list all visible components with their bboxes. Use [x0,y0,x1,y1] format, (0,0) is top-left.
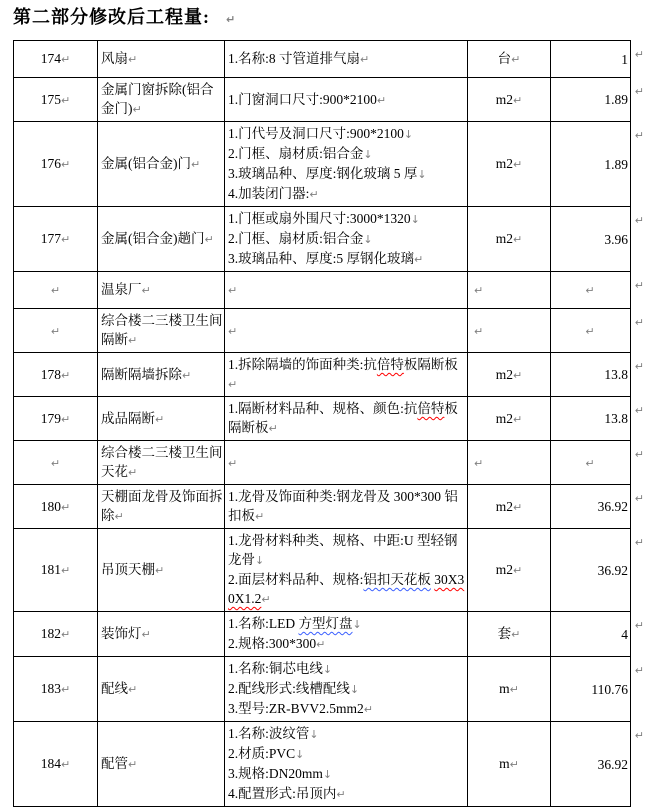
cell-end-mark: ↵ [414,253,424,266]
desc-text: 1.龙骨材料种类、规格、中距:U 型轻钢龙骨 [228,533,458,567]
item-qty-cell[interactable] [551,657,644,722]
item-no: 182 [40,626,62,641]
desc-text: 1.名称:波纹管 [228,726,310,741]
item-unit: 套 [497,626,512,641]
line-break-mark: ↓ [322,663,333,676]
cell-end-mark: ↵ [376,93,387,107]
item-unit-cell[interactable] [468,122,551,207]
item-name: 金属(铝合金)趟门 [101,231,205,246]
item-qty: 110.76 [591,681,628,697]
item-no-cell[interactable] [14,441,98,485]
item-desc-cell[interactable] [225,207,468,272]
item-no-cell[interactable] [14,309,98,353]
item-desc-cell[interactable] [225,41,468,78]
cell-end-mark: ↵ [114,510,124,523]
table-row [14,122,631,207]
cell-end-mark: ↵ [61,758,71,771]
item-no: 183 [40,681,62,696]
table-row [14,657,631,722]
cell-end-mark: ↵ [61,53,71,66]
line-break-mark: ↓ [349,683,360,696]
cell-end-mark: ↵ [585,456,595,470]
cell-end-mark: ↵ [513,564,523,577]
desc-line [228,249,466,269]
item-desc-cell[interactable] [225,122,468,207]
row-end-mark: ↵ [634,129,644,142]
item-qty-cell[interactable] [551,397,644,441]
item-no: 175 [40,91,62,107]
item-unit: m2 [495,231,514,246]
item-no-cell[interactable] [14,207,98,272]
item-desc-cell[interactable] [225,272,468,309]
item-name: 隔断隔墙拆除 [101,366,182,382]
item-desc-cell[interactable] [225,353,468,397]
cell-end-mark: ↵ [228,284,238,297]
item-unit-cell[interactable] [468,272,551,309]
cell-end-mark: ↵ [511,628,521,641]
item-name-cell[interactable] [98,353,225,397]
desc-line [228,49,466,69]
item-qty-cell[interactable] [551,122,644,207]
desc-line [228,531,466,570]
desc-text: 1.龙骨及饰面种类:钢龙骨及 300*300 铝扣板 [228,489,458,523]
table-row [14,529,631,612]
desc-line [228,184,466,204]
item-no-cell[interactable] [14,485,98,529]
cell-end-mark: ↵ [509,683,519,696]
cell-end-mark: ↵ [513,158,523,171]
item-desc-cell[interactable] [225,441,468,485]
cell-end-mark: ↵ [474,324,484,338]
item-unit: m [499,681,510,696]
item-no: 179 [40,410,62,426]
cell-end-mark: ↵ [363,703,373,716]
item-name: 吊顶天棚 [101,562,155,577]
item-qty-cell[interactable] [551,272,644,309]
item-name: 金属门窗拆除(铝合金门) [101,82,214,116]
item-name-cell[interactable] [98,529,225,612]
cell-end-mark: ↵ [255,510,265,523]
line-break-mark: ↓ [322,768,333,781]
item-name-cell[interactable] [98,612,225,657]
item-unit: m2 [495,366,514,382]
desc-text: 1.名称:LED [228,616,299,631]
item-unit-cell[interactable] [468,78,551,122]
cell-end-mark: ↵ [128,466,138,479]
line-break-mark: ↓ [352,618,362,631]
line-break-mark: ↓ [403,128,414,141]
row-end-mark: ↵ [634,729,644,742]
table-row [14,353,631,397]
item-desc-cell[interactable] [225,657,468,722]
item-name: 综合楼二三楼卫生间天花 [101,445,223,479]
cell-end-mark: ↵ [474,456,484,470]
cell-end-mark: ↵ [191,158,201,171]
cell-end-mark: ↵ [316,638,326,651]
line-break-mark: ↓ [309,728,319,741]
item-qty-cell[interactable] [551,529,644,612]
cell-end-mark: ↵ [141,284,151,297]
page-title-text: 第二部分修改后工程量: [13,7,210,27]
desc-text: 1.门框或扇外围尺寸:3000*1320 [228,211,411,226]
item-name: 金属(铝合金)门 [101,156,191,171]
item-unit-cell[interactable] [468,612,551,657]
cell-end-mark: ↵ [513,233,523,246]
desc-text: 倍特 [376,357,404,372]
row-end-mark: ↵ [634,664,644,677]
item-qty: 13.8 [604,367,628,382]
item-name: 装饰灯 [101,626,142,641]
item-name: 成品隔断 [101,410,155,426]
desc-line [228,399,466,438]
table-row [14,207,631,272]
item-name-cell[interactable] [98,397,225,441]
item-qty: 36.92 [597,756,628,772]
item-no-cell[interactable] [14,657,98,722]
cell-end-mark: ↵ [128,758,138,771]
desc-line [228,764,466,784]
cell-end-mark: ↵ [513,500,523,514]
cell-end-mark: ↵ [132,103,142,116]
desc-text: 1.门代号及洞口尺寸:900*2100 [228,126,404,141]
cell-end-mark: ↵ [182,368,192,382]
item-name-cell[interactable] [98,78,225,122]
cell-end-mark: ↵ [155,412,165,426]
desc-text: 1.名称:8 寸管道排气扇 [228,51,361,66]
item-name: 温泉厂 [101,282,142,297]
desc-text: 3.玻璃品种、厚度:钢化玻璃 5 厚 [228,166,418,181]
item-no-cell[interactable] [14,612,98,657]
table-row [14,441,631,485]
cell-end-mark: ↵ [61,683,71,696]
desc-line [228,487,466,526]
cell-end-mark: ↵ [204,233,214,246]
line-break-mark: ↓ [295,748,305,761]
desc-text: 2.材质:PVC [228,746,296,761]
desc-text: 2.面层材料品种、规格: [228,572,364,587]
row-end-mark: ↵ [634,85,644,98]
cell-end-mark: ↵ [360,53,370,66]
desc-line [228,164,466,184]
item-qty-cell[interactable] [551,612,644,657]
cell-end-mark: ↵ [513,412,523,426]
item-name-cell[interactable] [98,207,225,272]
cell-end-mark: ↵ [61,233,71,246]
item-no-cell[interactable] [14,397,98,441]
item-unit: m2 [495,410,514,426]
item-unit: m [499,756,510,771]
cell-end-mark: ↵ [513,368,523,382]
desc-text: 2.门框、扇材质:铝合金 [228,231,364,246]
desc-line [228,90,466,110]
desc-text: 板隔断板 [403,357,458,372]
item-qty-cell[interactable] [551,78,644,122]
item-qty: 1 [621,51,628,67]
item-name-cell[interactable] [98,122,225,207]
desc-text: 3.玻璃品种、厚度:5 厚钢化玻璃 [228,251,415,266]
line-break-mark: ↓ [417,168,427,181]
item-qty-cell[interactable] [551,485,644,529]
cell-end-mark: ↵ [509,758,519,771]
item-desc-cell[interactable] [225,612,468,657]
row-end-mark: ↵ [634,492,644,505]
cell-end-mark: ↵ [61,564,71,577]
item-unit-cell[interactable] [468,441,551,485]
desc-line [228,570,466,609]
item-desc-cell[interactable] [225,78,468,122]
desc-text: 1.拆除隔墙的饰面种类:抗 [228,357,377,372]
desc-line [228,679,466,699]
desc-text: 1.名称:铜芯电线 [228,661,323,676]
table-row [14,612,631,657]
cell-end-mark: ↵ [228,456,238,470]
desc-text: 铝扣天花板 [363,572,431,587]
cell-end-mark: ↵ [128,683,138,696]
item-qty: 4 [621,626,628,642]
table-row [14,78,631,122]
desc-line [228,209,466,229]
cell-end-mark: ↵ [128,334,138,347]
item-unit: 台 [497,51,512,66]
item-unit-cell[interactable] [468,353,551,397]
item-unit-cell[interactable] [468,309,551,353]
item-no-cell[interactable] [14,272,98,309]
item-qty-cell[interactable] [551,41,644,78]
item-qty-cell[interactable] [551,309,644,353]
row-end-mark: ↵ [634,279,644,292]
item-no: 184 [40,756,62,771]
item-unit: m2 [495,91,514,107]
line-break-mark: ↓ [410,213,420,226]
item-qty: 13.8 [604,411,628,426]
desc-line [228,724,466,744]
item-qty: 36.92 [597,562,628,578]
desc-line [228,784,466,804]
cell-end-mark: ↵ [61,368,71,382]
desc-line [228,634,466,654]
cell-end-mark: ↵ [50,324,61,338]
item-no: 176 [40,156,62,171]
cell-end-mark: ↵ [336,788,346,801]
cell-end-mark: ↵ [50,456,61,470]
cell-end-mark: ↵ [513,93,523,107]
table-row [14,485,631,529]
cell-end-mark: ↵ [155,564,165,577]
item-unit: m2 [495,562,514,577]
cell-end-mark: ↵ [61,500,71,514]
row-end-mark: ↵ [634,404,644,417]
desc-text: 板隔断板 [228,401,458,435]
item-unit-cell[interactable] [468,657,551,722]
item-unit-cell[interactable] [468,485,551,529]
desc-text: 4.配置形式:吊顶内 [228,786,337,801]
item-name: 配管 [101,756,128,771]
row-end-mark: ↵ [634,316,644,329]
desc-line [228,699,466,719]
paragraph-mark: ↵ [226,13,237,26]
desc-text: 3.规格:DN20mm [228,766,323,781]
item-name-cell[interactable] [98,657,225,722]
desc-line [228,144,466,164]
item-qty-cell[interactable] [551,353,644,397]
item-name-cell[interactable] [98,41,225,78]
item-name: 配线 [101,681,128,696]
table-row [14,272,631,309]
cell-end-mark: ↵ [228,324,238,338]
desc-text: 倍特 [417,401,445,416]
item-name-cell[interactable] [98,441,225,485]
item-no-cell[interactable] [14,78,98,122]
cell-end-mark: ↵ [511,53,521,66]
item-name-cell[interactable] [98,485,225,529]
cell-end-mark: ↵ [61,412,71,426]
item-no-cell[interactable] [14,529,98,612]
item-no: 180 [40,498,62,514]
item-no: 177 [40,231,62,246]
item-unit-cell[interactable] [468,207,551,272]
cell-end-mark: ↵ [268,422,278,435]
item-name: 风扇 [101,51,128,66]
item-unit-cell[interactable] [468,41,551,78]
desc-line [228,614,466,634]
item-qty-cell[interactable] [551,207,644,272]
desc-text: 3.型号:ZR-BVV2.5mm2 [228,701,364,716]
item-unit: m2 [495,156,514,171]
desc-text: 1.隔断材料品种、规格、颜色:抗 [228,401,418,416]
item-unit: m2 [495,498,514,514]
desc-line [228,659,466,679]
item-desc-cell[interactable] [225,485,468,529]
cell-end-mark: ↵ [228,378,238,391]
line-break-mark: ↓ [363,233,373,246]
row-end-mark: ↵ [634,536,644,549]
table-row [14,41,631,78]
desc-text: 4.加装闭门器: [228,186,310,201]
desc-text: 2.配线形式:线槽配线 [228,681,350,696]
item-no-cell[interactable] [14,41,98,78]
item-qty: 36.92 [597,499,628,514]
item-name: 综合楼二三楼卫生间隔断 [101,313,223,347]
item-desc-cell[interactable] [225,397,468,441]
item-qty: 1.89 [604,92,628,107]
desc-text: 1.门窗洞口尺寸:900*2100 [228,91,377,107]
cell-end-mark: ↵ [61,158,71,171]
quantities-table [13,40,644,807]
desc-line [228,355,466,394]
table-row [14,397,631,441]
item-name-cell[interactable] [98,272,225,309]
desc-text: 2.门框、扇材质:铝合金 [228,146,364,161]
row-end-mark: ↵ [634,360,644,373]
item-no: 178 [40,366,62,382]
item-qty: 3.96 [604,231,628,247]
item-name: 天棚面龙骨及饰面拆除 [101,489,223,523]
cell-end-mark: ↵ [585,284,595,297]
item-desc-cell[interactable] [225,309,468,353]
table-row [14,309,631,353]
item-unit-cell[interactable] [468,529,551,612]
desc-line [228,229,466,249]
cell-end-mark: ↵ [61,93,71,107]
cell-end-mark: ↵ [474,284,484,297]
desc-line [228,744,466,764]
item-no: 181 [40,562,62,577]
item-name-cell[interactable] [98,309,225,353]
row-end-mark: ↵ [634,48,644,61]
item-no-cell[interactable] [14,122,98,207]
desc-text: 2.规格:300*300 [228,636,317,651]
desc-text: 30X30X1.2 [228,572,465,606]
row-end-mark: ↵ [634,619,644,632]
cell-end-mark: ↵ [261,593,271,606]
cell-end-mark: ↵ [309,188,319,201]
desc-line [228,124,466,144]
item-qty: 1.89 [604,156,628,172]
desc-text: 方型灯盘 [298,616,353,631]
cell-end-mark: ↵ [128,53,138,66]
cell-end-mark: ↵ [61,628,71,641]
row-end-mark: ↵ [634,214,644,227]
row-end-mark: ↵ [634,448,644,461]
item-no: 174 [40,51,62,66]
item-no-cell[interactable] [14,353,98,397]
page-title [13,3,236,29]
cell-end-mark: ↵ [141,628,151,641]
item-desc-cell[interactable] [225,529,468,612]
line-break-mark: ↓ [255,554,265,567]
line-break-mark: ↓ [363,148,373,161]
cell-end-mark: ↵ [50,284,61,297]
item-unit-cell[interactable] [468,397,551,441]
cell-end-mark: ↵ [585,324,595,338]
item-qty-cell[interactable] [551,441,644,485]
